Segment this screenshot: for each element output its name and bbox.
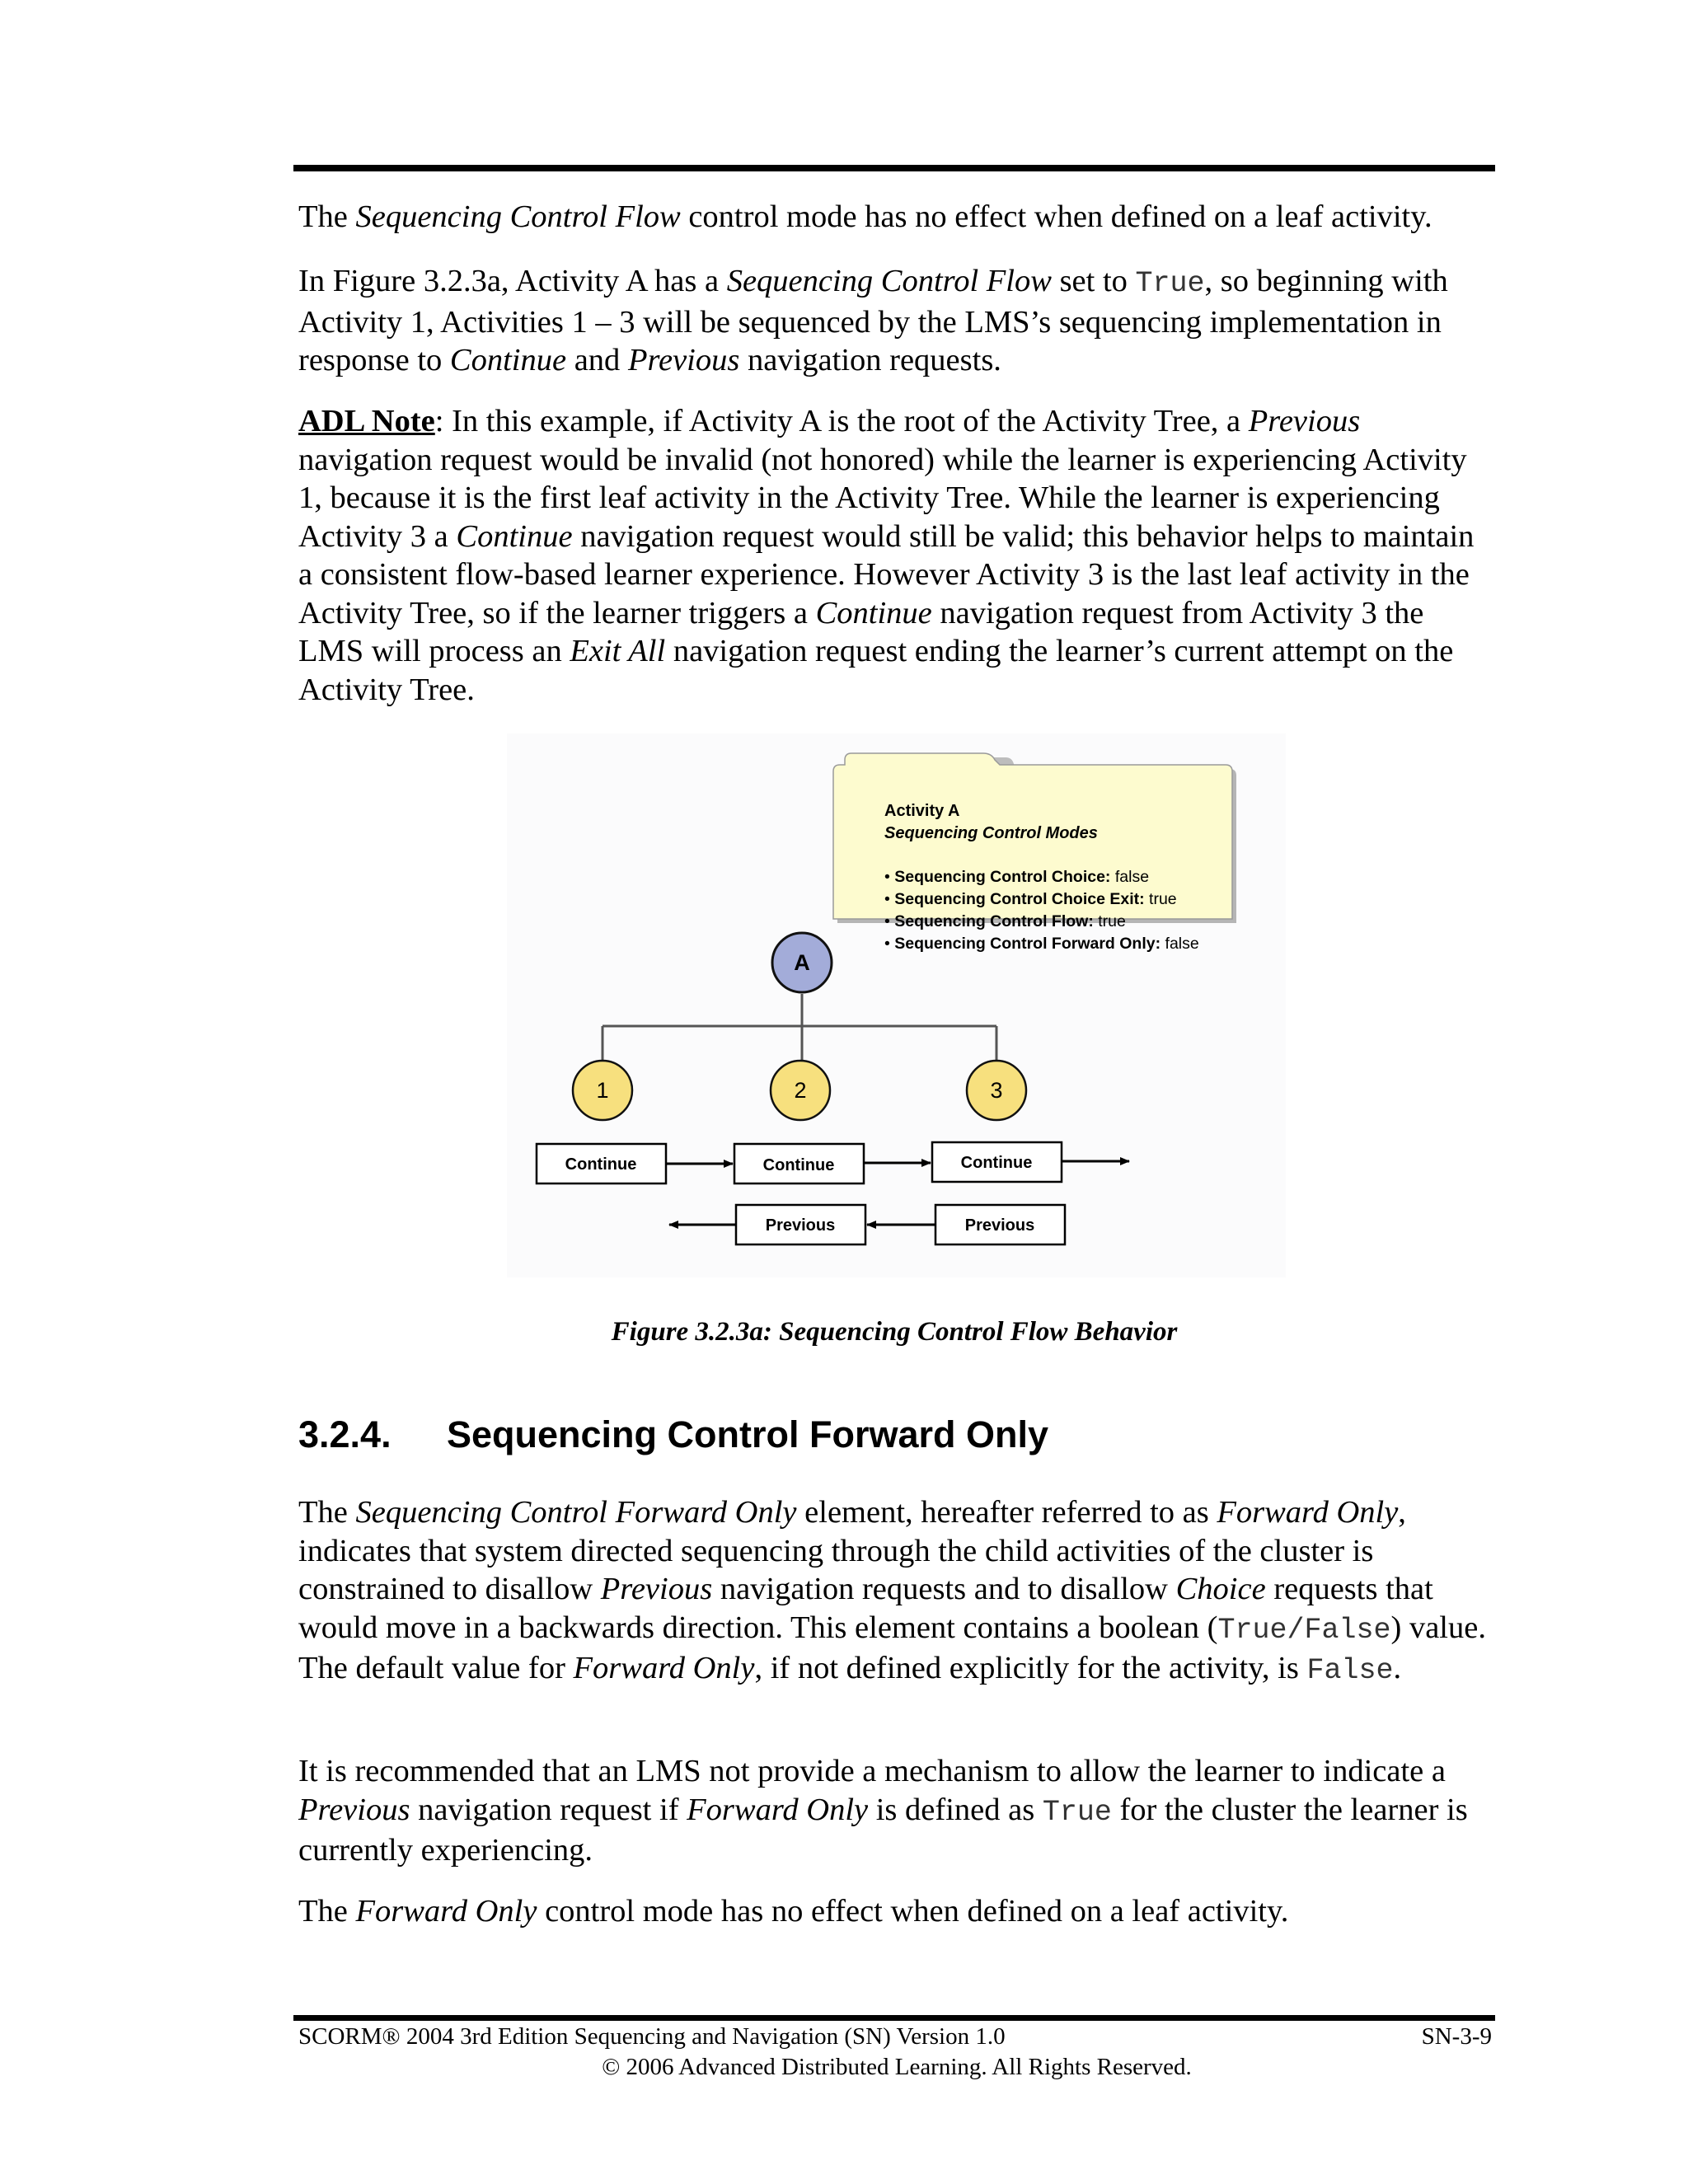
mode-label: Sequencing Control Flow: (894, 912, 1094, 930)
footer-document-title: SCORM® 2004 3rd Edition Sequencing and Navigation (SN) Version 1.0 (298, 2023, 1006, 2050)
section-title: Sequencing Control Forward Only (447, 1413, 1049, 1455)
callout-subtitle: Sequencing Control Modes (884, 824, 1098, 842)
node-root-label: A (794, 950, 810, 975)
svg-text:Continue: Continue (960, 1154, 1033, 1172)
footer-page-number: SN-3-9 (1421, 2023, 1492, 2050)
svg-text:Previous: Previous (964, 1216, 1035, 1235)
svg-text:Continue: Continue (565, 1155, 637, 1174)
mode-label: Sequencing Control Choice Exit: (894, 890, 1145, 908)
mode-value: false (1114, 868, 1150, 886)
mode-value: false (1165, 935, 1199, 953)
svg-text:• Sequencing Control Flow: tr: • Sequencing Control Flow: true (884, 912, 1126, 930)
node-3-label: 3 (990, 1078, 1003, 1103)
header-rule (293, 165, 1495, 171)
sequencing-flow-figure (507, 733, 1286, 1277)
mode-label: Sequencing Control Forward Only: (894, 935, 1161, 953)
mode-value: true (1098, 912, 1126, 930)
mode-label: Sequencing Control Choice: (894, 868, 1111, 886)
paragraph-figure-intro: In Figure 3.2.3a, Activity A has a Sequencing Control Flow set to True, so beginning with Activity 1, Activities 1 – 3 will be sequenced by the LMS’s sequencing implementation in response to Continue and Previous navigation requests. (298, 264, 1448, 377)
footer-rule (293, 2015, 1495, 2021)
figure-caption: Figure 3.2.3a: Sequencing Control Flow Behavior (611, 1317, 1178, 1347)
paragraph-forward-only-definition: The Sequencing Control Forward Only element, hereafter referred to as Forward Only, indicates that system directed sequencing through the child activities of the cluster is constrained to disallow Previous navigation requests and to disallow Choice requests that would move in a backwards direction. This element contains a boolean (True/False) value. The default value for Forward Only, if not defined explicitly for the activity, is False. (298, 1495, 1486, 1687)
paragraph-recommendation: It is recommended that an LMS not provide a mechanism to allow the learner to indicate a Previous navigation request if Forward Only is defined as True for the cluster the learner is currently experiencing. (298, 1754, 1468, 1868)
svg-text:• Sequencing Control Choice:: • Sequencing Control Choice: false (884, 868, 1150, 886)
section-heading (298, 1413, 1048, 1456)
paragraph-forward-only-leaf: The Forward Only control mode has no effect when defined on a leaf activity. (298, 1894, 1289, 1929)
adl-note: ADL Note: In this example, if Activity A is the root of the Activity Tree, a Previous navigation request would be invalid (not honored) while the learner is experiencing Activity 1, because it is the first leaf activity in the Activity Tree. While the learner is experiencing Activity 3 a Continue navigation request would still be valid; this behavior helps to maintain a consistent flow-based learner experience. However Activity 3 is the last leaf activity in the Activity Tree, so if the learner triggers a Continue navigation request from Activity 3 the LMS will process an Exit All navigation request ending the learner’s current attempt on the Activity Tree. (298, 404, 1475, 707)
svg-text:• Sequencing Control Choice E: • Sequencing Control Choice Exit: true (884, 890, 1177, 908)
adl-note-label: ADL Note (298, 404, 435, 438)
node-1-label: 1 (596, 1078, 609, 1103)
svg-text:• Sequencing Control Forward: • Sequencing Control Forward Only: false (884, 935, 1199, 953)
section-number: 3.2.4. (298, 1413, 392, 1455)
mode-value: true (1149, 890, 1177, 908)
callout-title: Activity A (884, 802, 960, 820)
svg-text:Previous: Previous (765, 1216, 836, 1235)
svg-text:Continue: Continue (762, 1156, 835, 1174)
paragraph-flow-leaf: The Sequencing Control Flow control mode has no effect when defined on a leaf activity. (298, 199, 1432, 234)
footer-copyright: © 2006 Advanced Distributed Learning. All Rights Reserved. (602, 2054, 1192, 2080)
node-2-label: 2 (794, 1078, 807, 1103)
